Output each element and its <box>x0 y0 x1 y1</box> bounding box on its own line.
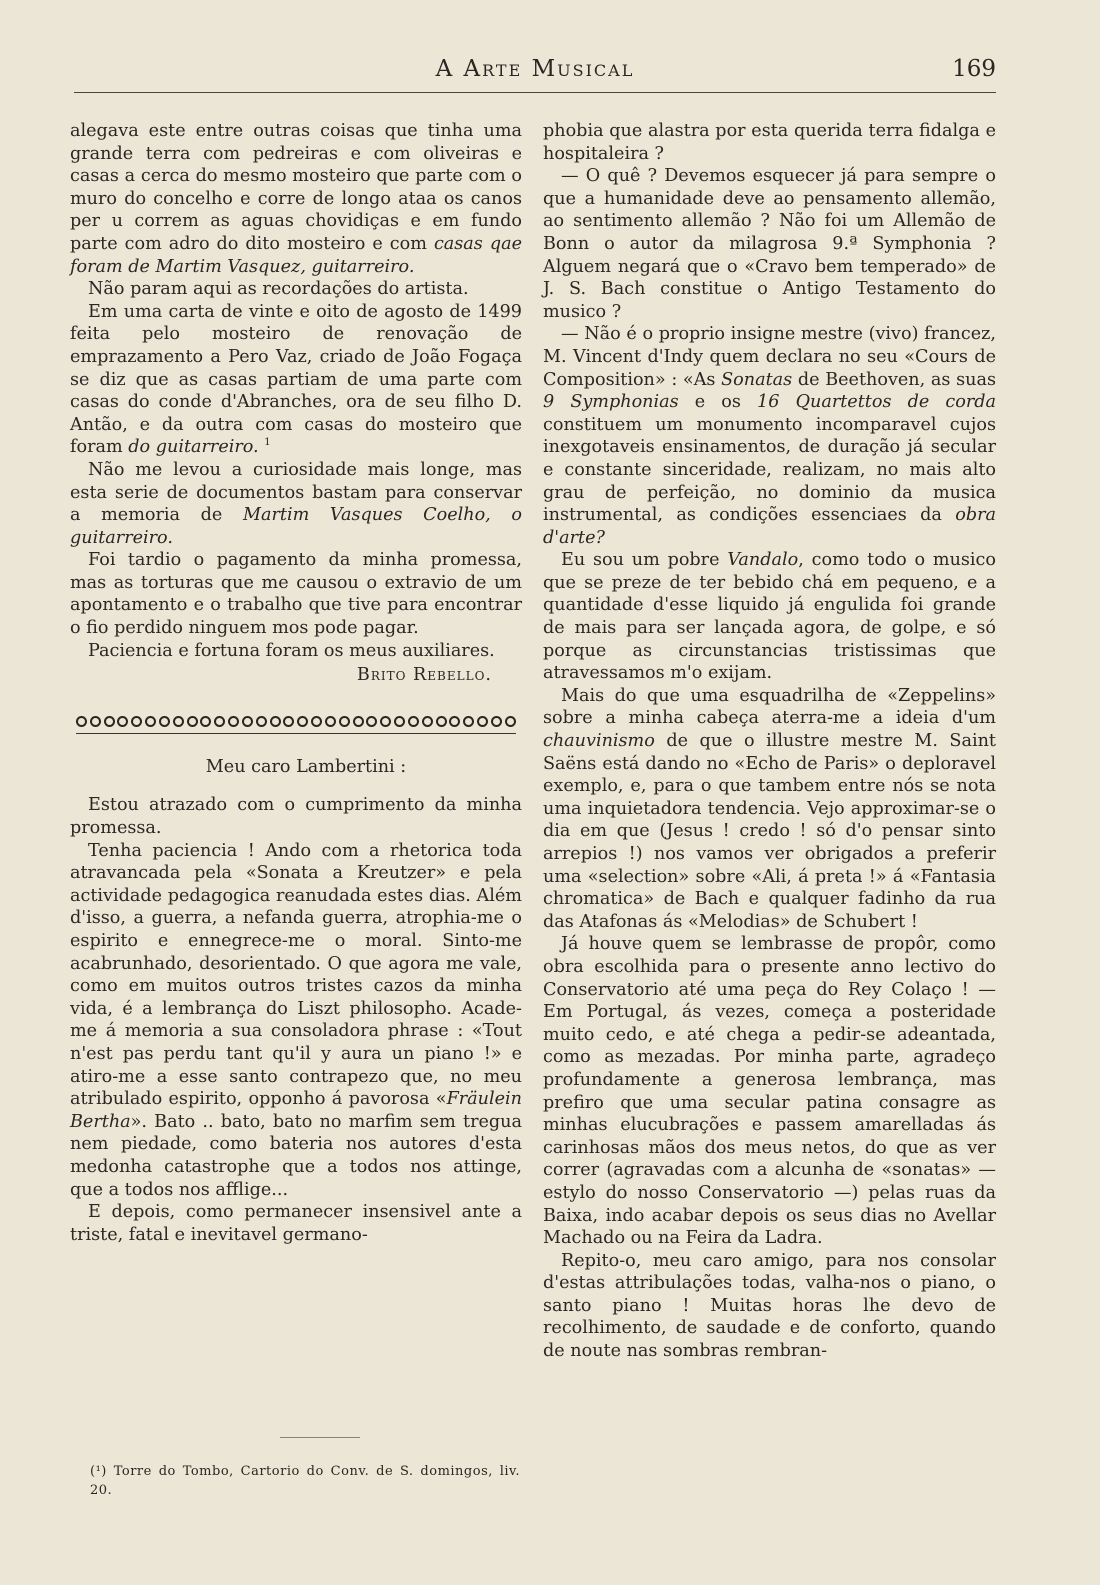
paragraph: Não param aqui as recordações do artista. <box>88 279 469 300</box>
footnote-mark: (¹) <box>90 1464 107 1479</box>
paragraph: Já houve quem se lembrasse de propôr, como obra escolhida para o presente anno lectivo do Conservatorio até uma peça do Rey Colaço ! — Em Portugal, ás vezes, começa a posteridade muito cedo, e até chega a pedir-se adeantada, como as mezadas. Por minha parte, agradeço profundamente a generosa lembrança, mas prefiro que uma secular patina consagre as minhas elucubrações e passem amarelladas ás carinhosas mãos dos meus netos, do que as ver correr (agravadas com a alcunha de «sonatas» — estylo do nosso Conservatorio —) pelas ruas da Baixa, indo acabar depois os seus dias no Avellar Machado ou na Feira da Ladra. <box>543 934 996 1249</box>
ornament-divider <box>76 713 516 734</box>
paragraph: phobia que alastra por esta querida terra fidalga e hospitaleira ? <box>543 121 996 164</box>
salutation: Meu caro Lambertini : <box>205 756 407 777</box>
paragraph: Paciencia e fortuna foram os meus auxiliares. <box>88 640 495 661</box>
paragraph: — O quê ? Devemos esquecer já para sempre o que a humanidade deve ao pensamento allemão, ao sentimento allemão ? Não foi um Allemão de Bonn o autor da milagrosa 9.ª Symphonia ? Alguem negará que o «Cravo bem temperado» de J. S. Bach constitue o Antigo Testamento do musico ? <box>543 166 996 322</box>
footnote-reference: 1 <box>264 437 271 449</box>
paragraph: Estou atrazado com o cumprimento da minha promessa. <box>70 795 522 839</box>
paragraph: Mais do que uma esquadrilha de «Zeppelins» sobre a minha cabeça aterra-me a ideia d'um chauvinismo de que o illustre mestre M. Saint Saëns está dando no «Echo de Paris» o deploravel exemplo, e, para o que tambem entre nós se nota uma inquietadora tendencia. Vejo approximar-se o dia em que (Jesus ! credo ! só d'o pensar sinto arrepios !) nos vamos ver obrigados a preferir uma «selection» sobre «Ali, á preta !» á «Fantasia chromatica» de Bach e qualquer fadinho da rua das Atafonas ás «Melodias» de Schubert ! <box>543 685 996 932</box>
paragraph: Foi tardio o pagamento da minha promessa, mas as torturas que me causou o extravio de um apontamento e o trabalho que tive para encontrar o fio perdido ninguem mos pode pagar. <box>70 550 522 639</box>
signature: Brito Rebello. <box>356 665 492 686</box>
footnote-rule <box>280 1437 360 1438</box>
paragraph: Eu sou um pobre Vandalo, como todo o musico que se preze de ter bebido chá em pequeno, e a quantidade d'esse liquido já engulida foi grande de mais para ser lançada agora, de golpe, e só porque as circunstancias tristissimas que atravessamos m'o exijam. <box>543 550 996 684</box>
paragraph: Tenha paciencia ! Ando com a rhetorica toda atravancada pela «Sonata a Kreutzer» e pela actividade pedagogica reanudada estes dias. Além d'isso, a guerra, a nefanda guerra, atrophia-me o espirito e ennegrece-me o moral. Sinto-me acabrunhado, desorientado. O que agora me vale, como em muitos outros tristes cazos da minha vida, é a lembrança do Liszt philosopho. Acade-me á memoria a sua consoladora phrase : «Tout n'est pas perdu tant qu'il y aura un piano !» e atiro-me a esse santo contrapezo que, no meu atribulado espirito, opponho á pavorosa «Fräulein Bertha». Bato .. bato, bato no marfim sem tregua nem piedade, como bateria nos autores d'esta medonha catastrophe que a todos nos attinge, que a todos nos afflige... <box>70 840 522 1200</box>
footnote-text: Torre do Tombo, Cartorio do Conv. de S. domingos, liv. 20. <box>90 1464 520 1498</box>
page-header <box>74 56 996 86</box>
left-column <box>70 120 522 1246</box>
footnote <box>90 1462 520 1500</box>
running-title: A Arte Musical <box>435 56 635 82</box>
paragraph: alegava este entre outras coisas que tinha uma grande terra com pedreiras e com oliveiras e casas a cerca do mesmo mosteiro que parte com o muro do concelho e corre de longo ataa os canos per u correm as aguas chovidiças e em fundo parte com adro do dito mosteiro e com casas qae foram de Martim Vasquez, guitarreiro. <box>70 121 522 277</box>
page-number: 169 <box>952 56 996 82</box>
paragraph: — Não é o proprio insigne mestre (vivo) francez, M. Vincent d'Indy quem declara no seu «Cours de Composition» : «As Sonatas de Beethoven, as suas 9 Symphonias e os 16 Quartettos de corda constituem um monumento incomparavel cujos inexgotaveis ensinamentos, de duração já secular e constante sinceridade, realizam, no mais alto grau de perfeição, no dominio da musica instrumental, as condições essenciaes da obra d'arte? <box>543 324 996 548</box>
paragraph: Em uma carta de vinte e oito de agosto de 1499 feita pelo mosteiro de renovação de emprazamento a Pero Vaz, criado de João Fogaça se diz que as casas partiam de uma parte com casas do conde d'Abranches, ora de seu filho D. Antão, e da outra com casas do mosteiro que foram do guitarreiro. $^1$ <box>70 301 522 458</box>
header-rule <box>74 92 996 93</box>
paragraph: E depois, como permanecer insensivel ante a triste, fatal e inevitavel germano- <box>70 1202 522 1245</box>
paragraph: Não me levou a curiosidade mais longe, mas esta serie de documentos bastam para conservar a memoria de Martim Vasques Coelho, o guitarreiro. <box>70 459 523 548</box>
paragraph: Repito-o, meu caro amigo, para nos consolar d'estas attribulações todas, valha-nos o piano, o santo piano ! Muitas horas lhe devo de recolhimento, de saudade e de conforto, quando de noute nas sombras rembran- <box>543 1250 996 1362</box>
right-column <box>543 120 996 1363</box>
